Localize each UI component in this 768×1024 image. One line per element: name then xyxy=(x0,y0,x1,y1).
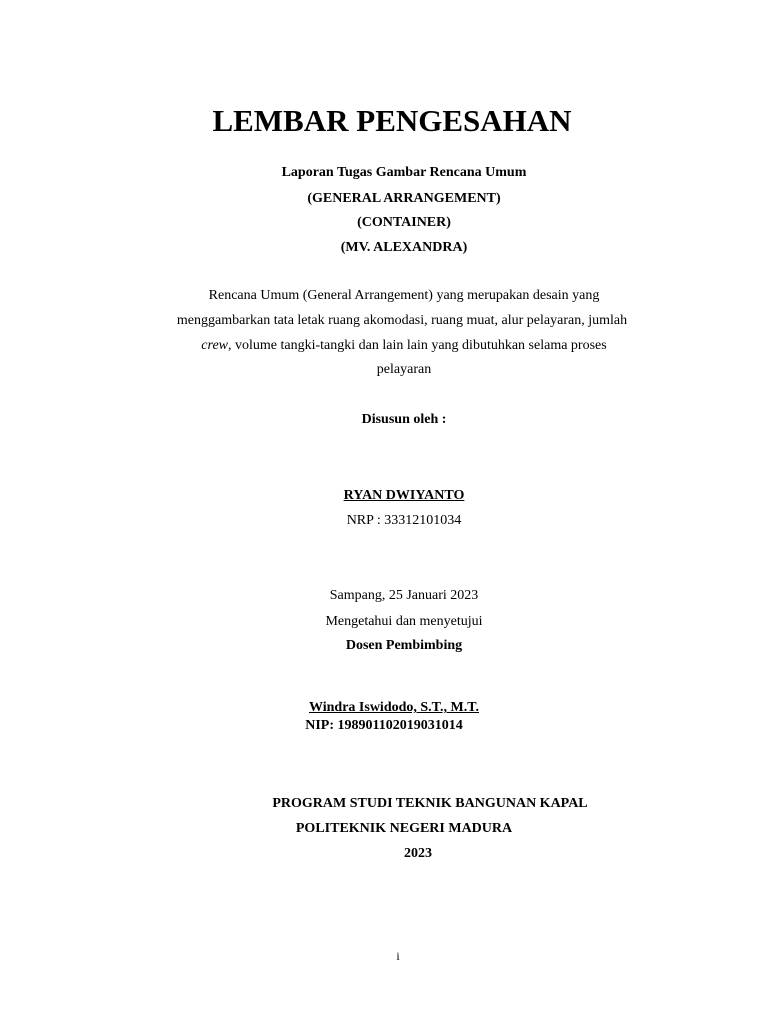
supervisor-name-text: Windra Iswidodo, S.T., M.T. xyxy=(309,700,479,715)
acknowledged-text: Mengetahui dan menyetujui xyxy=(325,614,483,629)
description-line-3 xyxy=(20,338,768,355)
compiled-by-label: Disusun oleh : xyxy=(361,412,447,427)
description-crew-word: crew xyxy=(201,338,228,353)
report-subtitle-container: (CONTAINER) xyxy=(357,215,451,230)
place-date: Sampang, 25 Januari 2023 xyxy=(329,588,479,603)
supervisor-nip: NIP: 198901102019031014 xyxy=(305,718,463,733)
description-line-3-rest: , volume tangki-tangki dan lain lain yang dibutuhkan selama proses xyxy=(228,338,607,353)
page-number: i xyxy=(396,949,400,963)
supervisor-role: Dosen Pembimbing xyxy=(345,638,463,653)
footer-program: PROGRAM STUDI TEKNIK BANGUNAN KAPAL xyxy=(272,796,588,811)
description-line-1: Rencana Umum (General Arrangement) yang merupakan desain yang xyxy=(208,288,600,303)
author-nrp: NRP : 33312101034 xyxy=(346,513,462,528)
footer-institution: POLITEKNIK NEGERI MADURA xyxy=(295,821,513,836)
description-line-2: menggambarkan tata letak ruang akomodasi, ruang muat, alur pelayaran, jumlah xyxy=(176,313,628,328)
footer-year: 2023 xyxy=(404,846,432,861)
page-title: LEMBAR PENGESAHAN xyxy=(212,103,572,138)
author-name xyxy=(20,488,768,505)
report-subtitle-ship-name: (MV. ALEXANDRA) xyxy=(340,240,468,255)
report-subtitle-general-arrangement: (GENERAL ARRANGEMENT) xyxy=(307,191,501,206)
description-line-4: pelayaran xyxy=(376,362,432,377)
author-name-text: RYAN DWIYANTO xyxy=(343,488,465,503)
report-title: Laporan Tugas Gambar Rencana Umum xyxy=(281,165,527,180)
supervisor-name xyxy=(10,700,768,717)
